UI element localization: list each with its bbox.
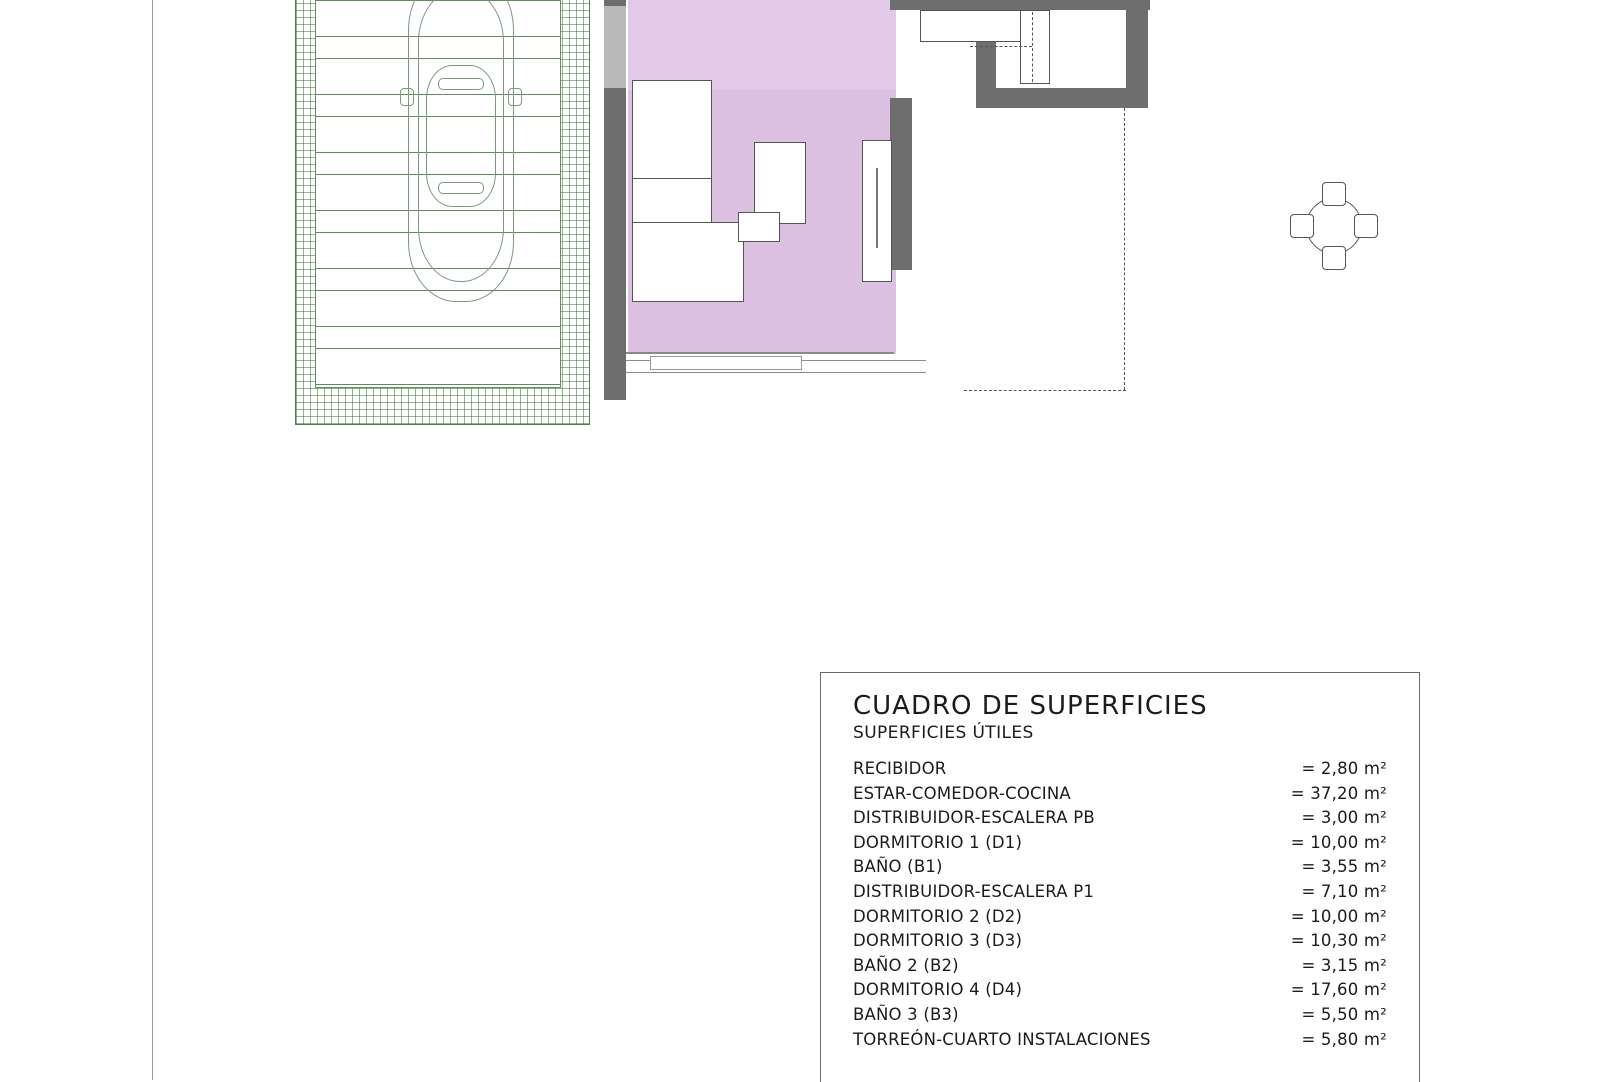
wardrobe-divider bbox=[876, 168, 878, 248]
door-swing-2 bbox=[1032, 12, 1033, 82]
room-name: ESTAR-COMEDOR-COCINA bbox=[853, 783, 1071, 803]
surface-table-rows bbox=[853, 757, 1401, 1052]
room-name: DORMITORIO 1 (D1) bbox=[853, 832, 1023, 852]
entry-door-panel bbox=[1020, 10, 1050, 84]
sliding-door bbox=[650, 356, 802, 370]
sheet-border-left bbox=[152, 0, 153, 1080]
table-row bbox=[853, 1028, 1401, 1053]
door-swing-1 bbox=[970, 46, 1032, 47]
chair-south bbox=[1322, 246, 1346, 270]
table-row bbox=[853, 954, 1401, 979]
surface-table-subtitle: SUPERFICIES ÚTILES bbox=[853, 723, 1034, 743]
car-windshield bbox=[438, 78, 484, 90]
chair-north bbox=[1322, 182, 1346, 206]
kitchen-counter-1 bbox=[632, 80, 712, 180]
wall-north-corridor bbox=[890, 0, 1150, 10]
terrace-edge-south bbox=[964, 390, 1126, 391]
kitchen-island bbox=[632, 222, 744, 302]
chair-east bbox=[1354, 214, 1378, 238]
room-area: = 10,00 m² bbox=[1290, 832, 1387, 852]
floor-plan bbox=[290, 0, 1190, 450]
table-row bbox=[853, 929, 1401, 954]
room-name: DORMITORIO 2 (D2) bbox=[853, 906, 1023, 926]
table-row bbox=[853, 905, 1401, 930]
room-name: BAÑO (B1) bbox=[853, 857, 943, 877]
room-area: = 7,10 m² bbox=[1301, 881, 1387, 901]
room-name: BAÑO 2 (B2) bbox=[853, 955, 959, 975]
terrace-edge-east bbox=[1124, 108, 1125, 390]
wall-south bbox=[626, 352, 894, 354]
wall-terrace bbox=[976, 88, 1148, 108]
room-area: = 3,00 m² bbox=[1301, 808, 1387, 828]
room-name: DORMITORIO 3 (D3) bbox=[853, 931, 1023, 951]
coffee-table bbox=[738, 212, 780, 242]
room-name: DORMITORIO 4 (D4) bbox=[853, 980, 1023, 1000]
table-row bbox=[853, 880, 1401, 905]
chair-west bbox=[1290, 214, 1314, 238]
room-name: DISTRIBUIDOR-ESCALERA P1 bbox=[853, 881, 1095, 901]
room-name: RECIBIDOR bbox=[853, 759, 947, 778]
room-name: TORREÓN-CUARTO INSTALACIONES bbox=[853, 1029, 1151, 1049]
house-block bbox=[590, 0, 950, 428]
room-area: = 17,60 m² bbox=[1290, 980, 1387, 1000]
table-row bbox=[853, 1003, 1401, 1028]
surface-table bbox=[820, 672, 1420, 1082]
recibidor-element bbox=[920, 10, 1028, 42]
room-area: = 10,30 m² bbox=[1290, 931, 1387, 951]
car-symbol bbox=[400, 0, 520, 300]
room-area: = 2,80 m² bbox=[1301, 759, 1387, 778]
wall-pillar-sw bbox=[604, 352, 626, 398]
wall-opening-west bbox=[604, 6, 626, 88]
car-mirror-left bbox=[400, 88, 414, 106]
room-area: = 3,15 m² bbox=[1301, 955, 1387, 975]
room-area: = 37,20 m² bbox=[1290, 783, 1387, 803]
table-row bbox=[853, 978, 1401, 1003]
terrace-rail-2 bbox=[626, 372, 926, 373]
room-name: BAÑO 3 (B3) bbox=[853, 1004, 959, 1024]
table-row bbox=[853, 757, 1401, 782]
surface-table-title: CUADRO DE SUPERFICIES bbox=[853, 691, 1208, 721]
room-area: = 3,55 m² bbox=[1301, 857, 1387, 877]
table-row bbox=[853, 806, 1401, 831]
wall-east-interior bbox=[890, 98, 912, 270]
room-area: = 5,50 m² bbox=[1301, 1004, 1387, 1024]
wall-terrace-east bbox=[1126, 0, 1148, 108]
car-mirror-right bbox=[508, 88, 522, 106]
room-name: DISTRIBUIDOR-ESCALERA PB bbox=[853, 808, 1095, 828]
table-row bbox=[853, 855, 1401, 880]
table-row bbox=[853, 831, 1401, 856]
dining-table bbox=[1290, 182, 1376, 268]
room-area: = 5,80 m² bbox=[1301, 1029, 1387, 1049]
car-rear-window bbox=[438, 182, 484, 194]
table-row bbox=[853, 782, 1401, 807]
room-area: = 10,00 m² bbox=[1290, 906, 1387, 926]
